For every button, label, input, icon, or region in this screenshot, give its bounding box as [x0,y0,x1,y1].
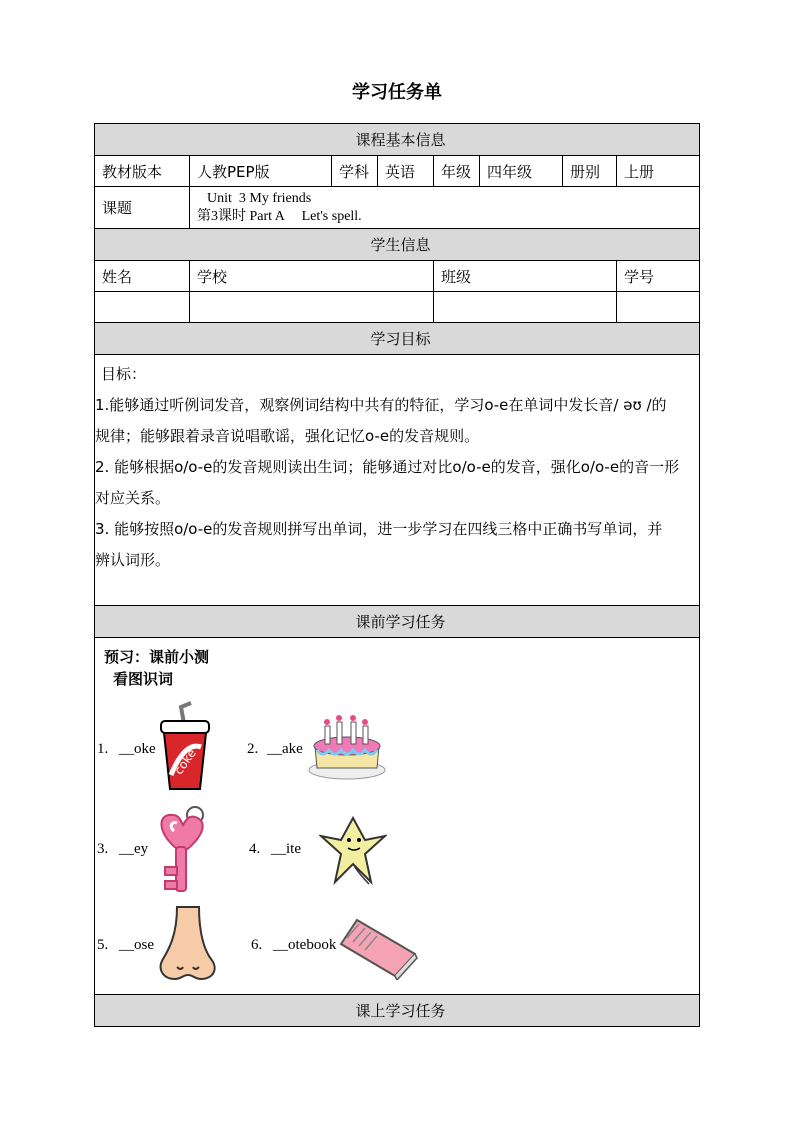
class-label: 班级 [434,261,617,292]
notebook-icon [339,916,419,980]
cake-icon [307,712,387,782]
item-1-number: 1. [97,741,109,757]
item-5-blank[interactable]: __ose [119,937,154,953]
item-4-blank[interactable]: __ite [271,841,301,857]
goals-heading: 目标： [101,365,147,383]
goal-line-2: 规律；能够跟着录音说唱歌谣，强化记忆o-e的发音规则。 [95,427,480,445]
task-sheet-table [94,123,700,1027]
goal-line-3: 2. 能够根据o/o-e的发音规则读出生词；能够通过对比o/o-e的发音，强化o/o-e的音一形 [95,458,680,476]
pre-class-content [95,638,700,995]
textbook-label: 教材版本 [95,156,190,187]
id-label: 学号 [617,261,700,292]
topic-label: 课题 [95,187,190,229]
item-4-number: 4. [249,841,261,857]
school-field[interactable] [190,292,434,323]
goal-line-6: 辨认词形。 [95,551,171,569]
item-2-blank[interactable]: __ake [267,741,303,757]
item-3-number: 3. [97,841,109,857]
item-6-blank[interactable]: __otebook [273,937,337,953]
topic-line-1: Unit 3 My friends [207,190,312,206]
section-student-info: 学生信息 [95,229,700,261]
section-goals: 学习目标 [95,323,700,355]
nose-icon [155,905,221,983]
preview-heading: 预习：课前小测 [104,648,210,666]
item-6-number: 6. [251,937,263,953]
school-label: 学校 [190,261,434,292]
kite-icon [319,814,387,886]
item-2-number: 2. [247,741,259,757]
topic-line-2: 第3课时 Part A Let's spell. [197,208,362,224]
svg-text:coke: coke [171,746,199,778]
item-3-blank[interactable]: __ey [119,841,149,857]
item-5-number: 5. [97,937,109,953]
section-pre-class: 课前学习任务 [95,606,700,638]
grade-label: 年级 [434,156,480,187]
goal-line-4: 对应关系。 [95,489,171,507]
subject-value: 英语 [378,156,434,187]
volume-label: 册别 [563,156,617,187]
subject-label: 学科 [332,156,378,187]
page-title: 学习任务单 [352,82,442,103]
goal-line-1: 1.能够通过听例词发音，观察例词结构中共有的特征，学习o-e在单词中发长音/ əʊ /的 [95,396,667,414]
name-field[interactable] [95,292,190,323]
cola-cup-icon [157,701,213,793]
key-icon [147,805,217,897]
goals-content [95,355,700,606]
section-course-info: 课程基本信息 [95,124,700,156]
section-in-class: 课上学习任务 [95,995,700,1027]
textbook-value: 人教PEP版 [190,156,332,187]
class-field[interactable] [434,292,617,323]
grade-value: 四年级 [480,156,563,187]
volume-value: 上册 [617,156,700,187]
item-1-blank[interactable]: __oke [119,741,156,757]
goal-line-5: 3. 能够按照o/o-e的发音规则拼写出单词，进一步学习在四线三格中正确书写单词，并 [95,520,663,538]
name-label: 姓名 [95,261,190,292]
id-field[interactable] [617,292,700,323]
preview-subheading: 看图识词 [113,670,174,688]
